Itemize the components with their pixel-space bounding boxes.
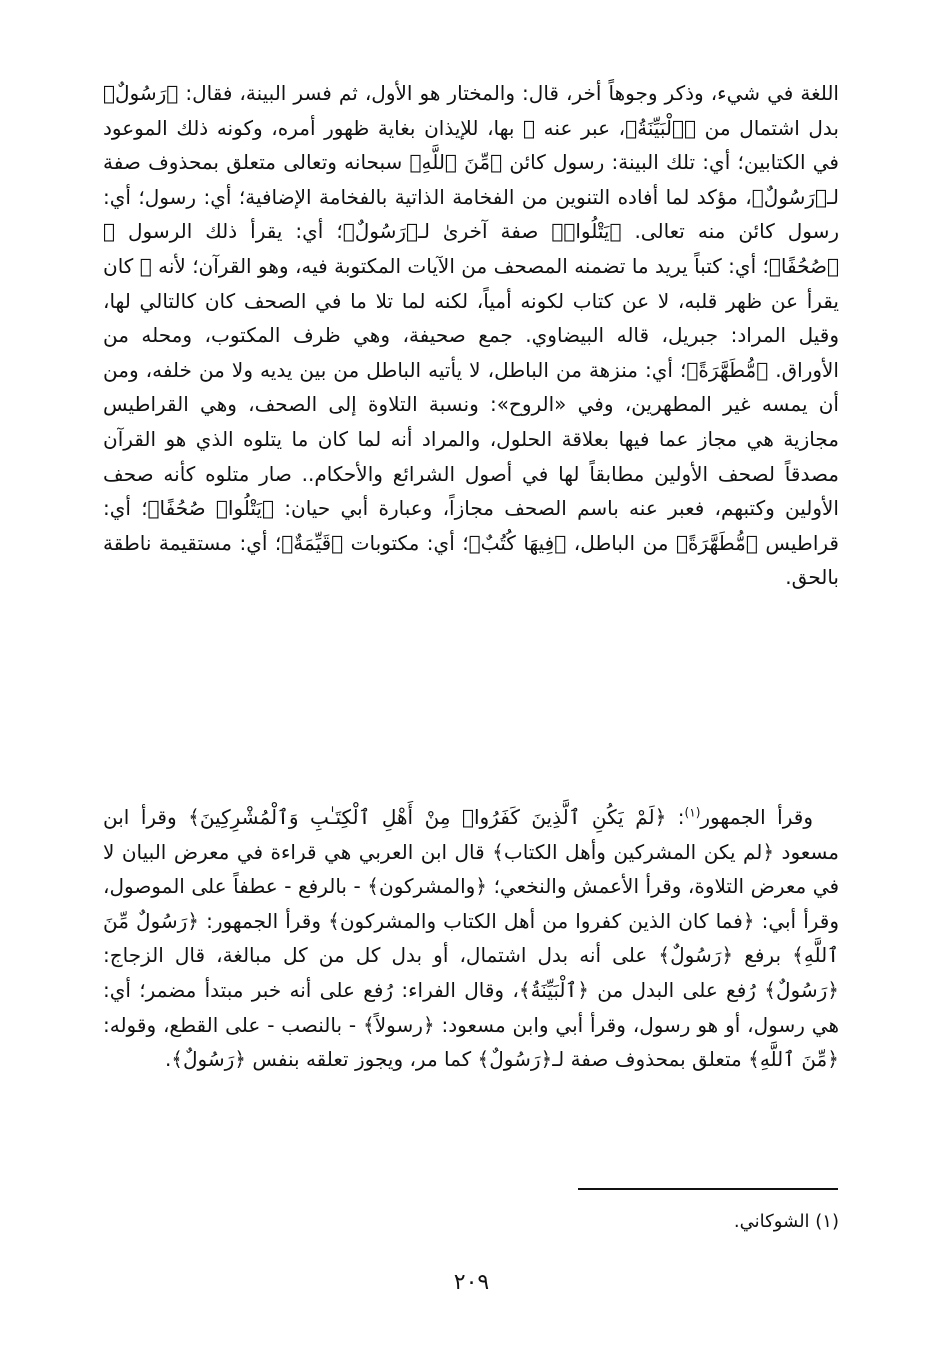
page-body — [103, 76, 839, 1077]
paragraph-1: اللغة في شيء، وذكر وجوهاً أخر، قال: والمختار هو الأول، ثم فسر البينة، فقال: ﴿رَسُولٌ﴾ بدل اشتمال من ﴿ٱلْبَيِّنَةُ﴾، عبر عنه ﷺ بها، للإيذان بغاية ظهور أمره، وكونه ذلك الموعود في الكتابين؛ أي: تلك البينة: رسول كائن ﴿مِّنَ ٱللَّهِ﴾ سبحانه وتعالى متعلق بمحذوف صفة لـ﴿رَسُولٌ﴾، مؤكد لما أفاده التنوين من الفخامة الذاتية بالفخامة الإضافية؛ أي: رسول؛ أي: رسول كائن منه تعالى. ﴿يَتْلُوا۟﴾ صفة آخرىٰ لـ﴿رَسُولٌ﴾؛ أي: يقرأ ذلك الرسول ﷺ ﴿صُحُفًا﴾؛ أي: كتباً يريد ما تضمنه المصحف من الآيات المكتوبة فيه، وهو القرآن؛ لأنه ﷺ كان يقرأ عن ظهر قلبه، لا عن كتاب لكونه أمياً، لكنه لما تلا ما في الصحف كان كالتالي لها، وقيل المراد: جبريل، قاله البيضاوي. جمع صحيفة، وهي ظرف المكتوب، ومحله من الأوراق. ﴿مُّطَهَّرَةً﴾؛ أي: منزهة من الباطل، لا يأتيه الباطل من بين يديه ولا من خلفه، ومن أن يمسه غير المطهرين، وفي «الروح»: ونسبة التلاوة إلى الصحف، وهي القراطيس مجازية هي مجاز عما فيها بعلاقة الحلول، والمراد أنه لما كان ما يتلوه الذي هو القرآن مصدقاً لصحف الأولين مطابقاً لها في أصول الشرائع والأحكام.. صار متلوه كأنه صحف الأولين وكتبهم، فعبر عنه باسم الصحف مجازاً، وعبارة أبي حيان: ﴿يَتْلُوا۟ صُحُفًا﴾؛ أي: قراطيس ﴿مُّطَهَّرَةً﴾ من الباطل، ﴿فِيهَا كُتُبٌ﴾؛ أي: مكتوبات ﴿قَيِّمَةٌ﴾؛ أي: مستقيمة ناطقة بالحق. — [103, 81, 839, 590]
footnote-marker[interactable]: (١) — [684, 805, 701, 820]
footnote: (١) الشوكاني. — [733, 1211, 839, 1232]
footnote-divider — [578, 1188, 838, 1190]
paragraph-2-start: وقرأ الجمهور — [700, 805, 813, 829]
page-number: ٢٠٩ — [453, 1270, 490, 1295]
paragraph-2-rest: : ﴿لَمْ يَكُنِ ٱلَّذِينَ كَفَرُوا۟ مِنْ أَهْلِ ٱلْكِتَـٰبِ وَٱلْمُشْرِكِينَ﴾ وقرأ ابن مسعود ﴿لم يكن المشركين وأهل الكتاب﴾ قال ابن العربي هي قراءة في معرض البيان لا في معرض التلاوة، وقرأ الأعمش والنخعي؛ ﴿والمشركون﴾ - بالرفع - عطفاً على الموصول، وقرأ أبي: ﴿فما كان الذين كفروا من أهل الكتاب والمشركون﴾ وقرأ الجمهور: ﴿رَسُولٌ مِّنَ ٱللَّهِ﴾ برفع ﴿رَسُولٌ﴾ على أنه بدل اشتمال، أو بدل كل من كل مبالغة، قال الزجاج: ﴿رَسُولٌ﴾ رُفع على البدل من ﴿ٱلْبَيِّنَةُ﴾، وقال الفراء: رُفع على أنه خبر مبتدأ مضمر؛ أي: هي رسول، أو هو رسول، وقرأ أبي وابن مسعود: ﴿رسولاً﴾ - بالنصب - على القطع، وقوله: ﴿مِّنَ ٱللَّهِ﴾ متعلق بمحذوف صفة لـ﴿رَسُولٌ﴾ كما مر، ويجوز تعلقه بنفس ﴿رَسُولٌ﴾. — [103, 805, 839, 1072]
paragraph-2 — [103, 800, 839, 1077]
